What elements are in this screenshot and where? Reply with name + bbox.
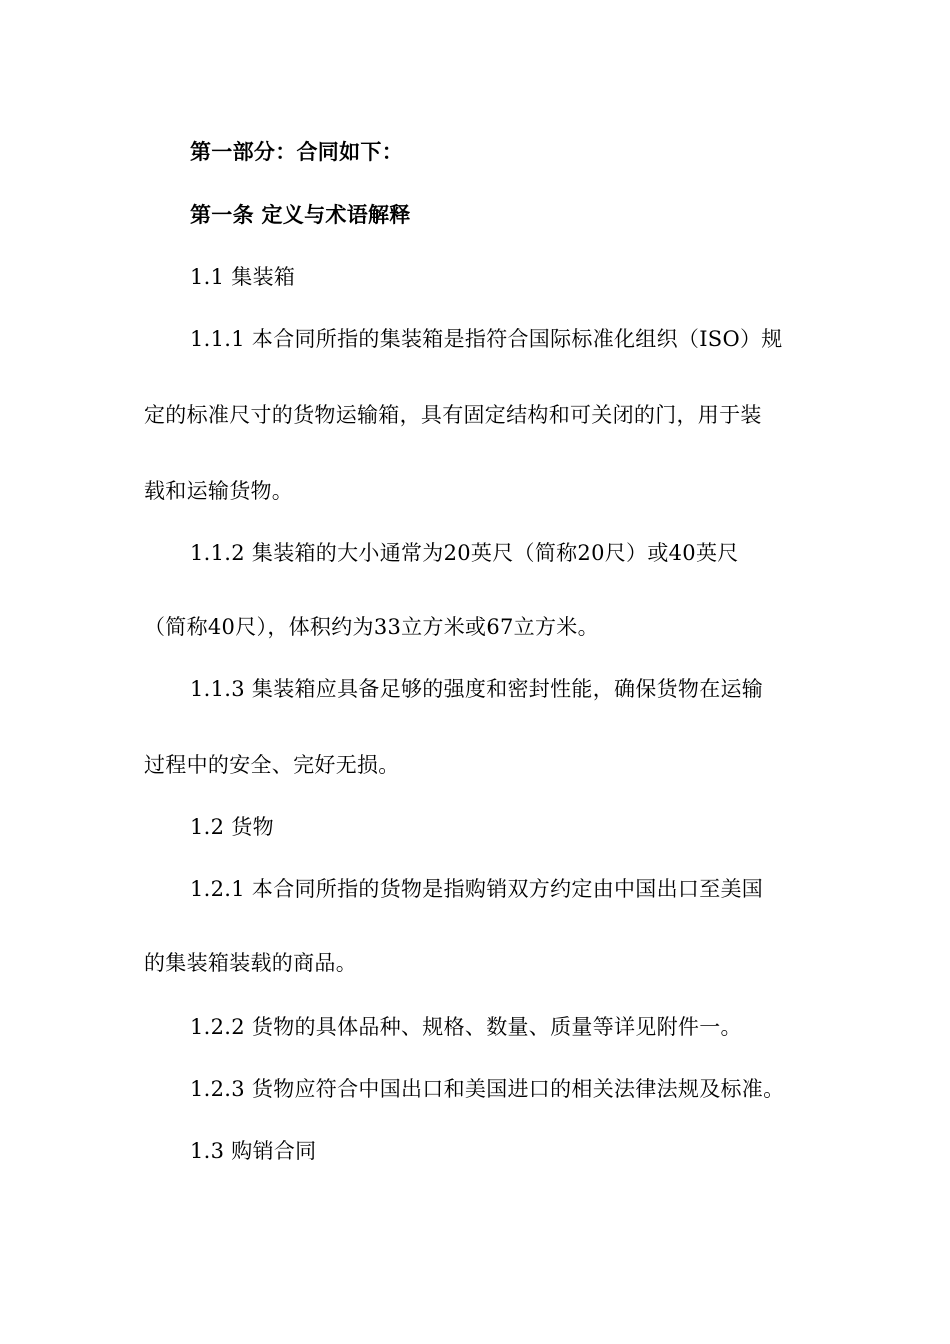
clause-1-1-1-line-1: 1.1.1 本合同所指的集装箱是指符合国际标准化组织（ISO）规 xyxy=(190,327,783,351)
clause-1-1-2-line-1: 1.1.2 集装箱的大小通常为20英尺（简称20尺）或40英尺 xyxy=(190,541,739,565)
section-heading-1-1: 1.1 集装箱 xyxy=(190,265,296,289)
clause-1-2-1-line-1: 1.2.1 本合同所指的货物是指购销双方约定由中国出口至美国 xyxy=(190,877,764,901)
section-heading-1-2: 1.2 货物 xyxy=(190,815,274,839)
clause-1-2-3: 1.2.3 货物应符合中国出口和美国进口的相关法律法规及标准。 xyxy=(190,1077,785,1101)
clause-1-1-1-line-3: 载和运输货物。 xyxy=(144,479,294,503)
clause-1-1-3-line-1: 1.1.3 集装箱应具备足够的强度和密封性能，确保货物在运输 xyxy=(190,677,764,701)
clause-1-1-2-line-2: （简称40尺），体积约为33立方米或67立方米。 xyxy=(144,615,599,639)
clause-1-1-1-line-2: 定的标准尺寸的货物运输箱，具有固定结构和可关闭的门，用于装 xyxy=(144,403,762,427)
clause-1-2-1-line-2: 的集装箱装载的商品。 xyxy=(144,951,357,975)
section-heading-1-3: 1.3 购销合同 xyxy=(190,1139,317,1163)
article-heading: 第一条 定义与术语解释 xyxy=(190,203,411,227)
clause-1-2-2: 1.2.2 货物的具体品种、规格、数量、质量等详见附件一。 xyxy=(190,1015,742,1039)
part-heading: 第一部分：合同如下： xyxy=(190,140,403,164)
clause-1-1-3-line-2: 过程中的安全、完好无损。 xyxy=(144,753,400,777)
